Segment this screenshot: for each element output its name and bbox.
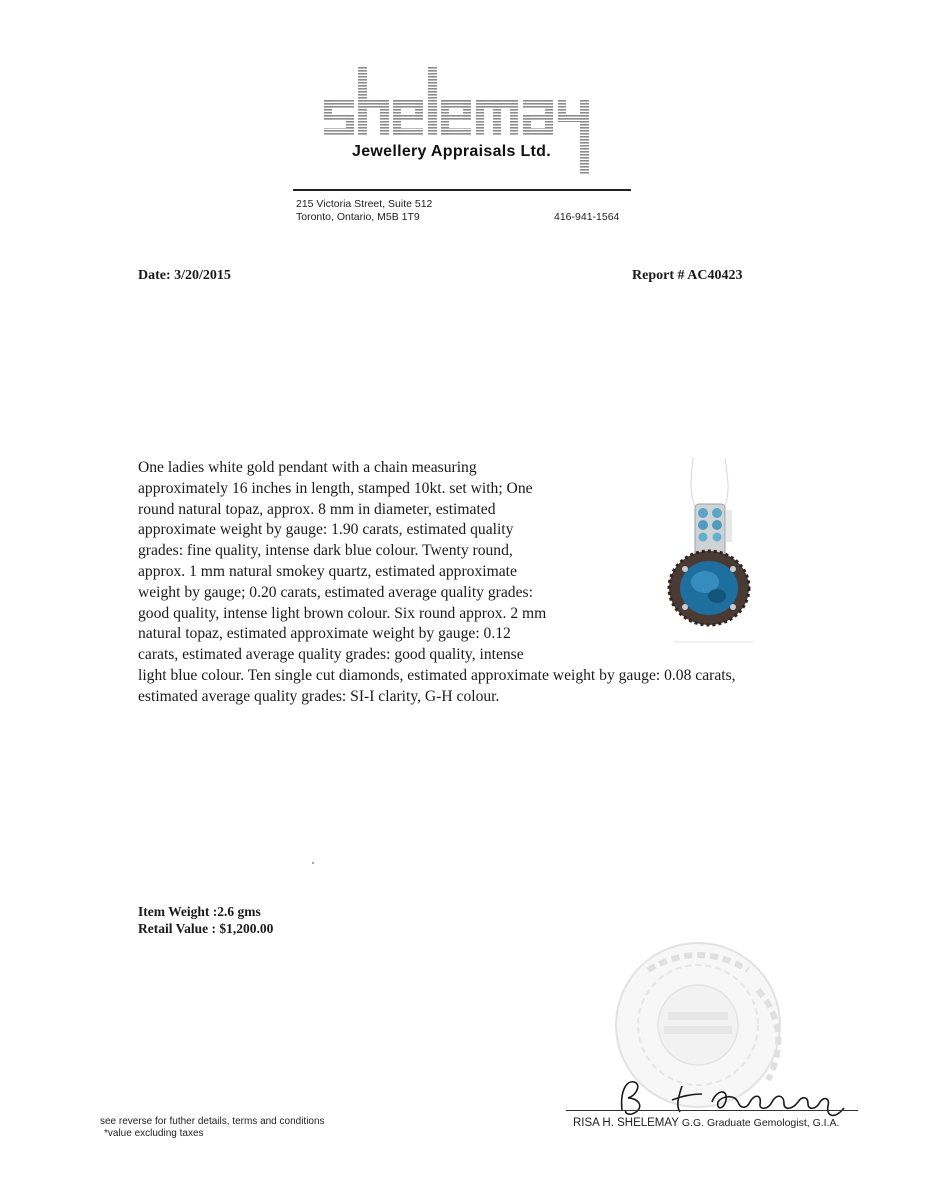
- scan-speck: [312, 862, 314, 864]
- weight-label: Item Weight :: [138, 904, 218, 919]
- tax-note: *value excluding taxes: [104, 1128, 204, 1139]
- pendant-photo: [553, 458, 798, 656]
- appraiser-credentials: G.G. Graduate Gemologist, G.I.A.: [681, 1117, 840, 1129]
- shelemay-logo: [320, 52, 610, 182]
- company-subtitle: Jewellery Appraisals Ltd.: [352, 143, 551, 160]
- address-line-1: 215 Victoria Street, Suite 512: [296, 198, 433, 210]
- terms-note: see reverse for futher details, terms and conditions: [100, 1116, 325, 1127]
- report-date: [138, 268, 231, 284]
- description-text: One ladies white gold pendant with a chain measuring approximately 16 inches in length, stamped 10kt. set with; One round natural topaz, approx. 8 mm in diameter, estimated approximate weight by gauge: 1.90 carats, estimated quality grades: fine quality, intense dark blue colour. Twenty round, approx. 1 mm natural smokey quartz, estimated approximate weight by gauge; 0.20 carats, estimated average quality grades: good quality, intense light brown colour. Six round approx. 2 mm natural topaz, estimated approximate weight by gauge: 0.12 carats, estimated average quality grades: good quality, intense light blue colour. Ten single cut diamonds, estimated approximate weight by gauge: 0.08 carats, estimated average quality grades: SI-I clarity, G-H colour.: [138, 459, 736, 705]
- appraiser-credit: [573, 1117, 839, 1129]
- retail-label: Retail Value :: [138, 921, 217, 936]
- weight-value: 2.6 gms: [217, 904, 261, 919]
- item-weight: [138, 904, 261, 920]
- appraiser-name: RISA H. SHELEMAY: [573, 1117, 679, 1129]
- report-label: Report #: [632, 268, 685, 283]
- date-value: 3/20/2015: [174, 268, 231, 283]
- phone-number: 416-941-1564: [554, 211, 620, 223]
- signature-line: [566, 1110, 858, 1111]
- handwritten-signature: [612, 1072, 862, 1122]
- retail-value: [138, 921, 273, 937]
- letterhead-rule: [293, 189, 631, 191]
- retail-value-amount: $1,200.00: [219, 921, 274, 936]
- date-label: Date:: [138, 268, 171, 283]
- pendant-image: [633, 458, 783, 658]
- report-value: AC40423: [687, 268, 743, 283]
- item-description: [138, 458, 798, 708]
- report-number: [632, 268, 742, 284]
- address-line-2: Toronto, Ontario, M5B 1T9: [296, 211, 420, 223]
